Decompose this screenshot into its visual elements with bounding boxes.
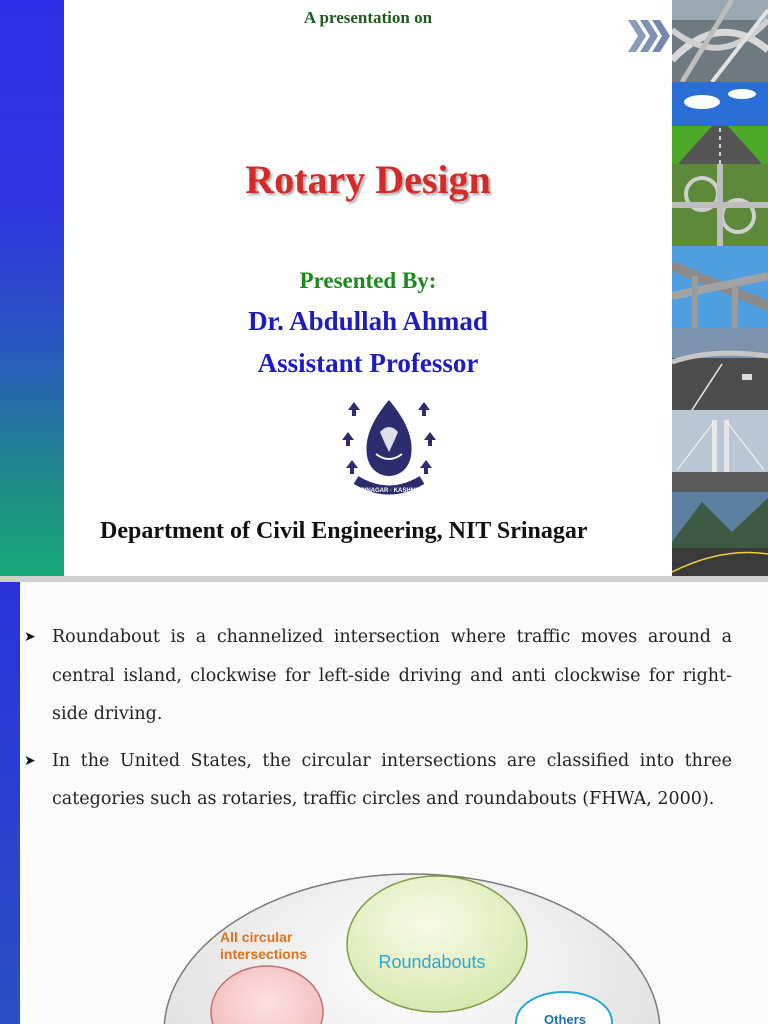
presentation-intro: A presentation on (303, 8, 433, 27)
bullet-text: In the United States, the circular intersections are classified into three categories such as rotaries, traffic circles and roundabouts (FHWA, 2000). (52, 750, 732, 809)
nit-srinagar-logo (334, 396, 444, 506)
roundabouts-ellipse (347, 876, 527, 1012)
photo-straight-road (672, 82, 768, 164)
outer-label-line1: All circular (220, 929, 293, 945)
presented-by-label: Presented By: (299, 268, 437, 293)
left-blue-bar (0, 582, 20, 1024)
photo-cable-bridge (672, 410, 768, 492)
slide-title: Rotary Design (245, 157, 491, 202)
left-gradient-bar (0, 0, 64, 576)
photo-highway (672, 328, 768, 410)
department-line: Department of Civil Engineering, NIT Srinagar (100, 518, 588, 544)
bullet-text: Roundabout is a channelized intersection where traffic moves around a central island, clockwise for left-side driving and anti clockwise for right-side driving. (52, 627, 732, 724)
photo-interchange (672, 0, 768, 82)
presenter-role: Assistant Professor (257, 348, 479, 378)
list-item (24, 742, 732, 819)
photo-strip (672, 0, 768, 576)
bullet-list (24, 618, 732, 827)
arrow-bullet-icon: ➤ (24, 629, 36, 645)
intersection-venn-diagram (162, 862, 742, 1024)
presenter-name: Dr. Abdullah Ahmad (248, 306, 488, 336)
photo-bridge-sky (672, 246, 768, 328)
list-item (24, 618, 732, 734)
content-slide (0, 582, 768, 1024)
arrow-bullet-icon: ➤ (24, 752, 36, 769)
outer-label-line2: intersections (220, 946, 308, 962)
roundabouts-label: Roundabouts (378, 952, 486, 972)
others-label: Others (544, 1012, 586, 1024)
logo-text: SRINAGAR · KASHMIR (356, 488, 422, 494)
photo-mountain-road (672, 492, 768, 576)
photo-cloverleaf (672, 164, 768, 246)
